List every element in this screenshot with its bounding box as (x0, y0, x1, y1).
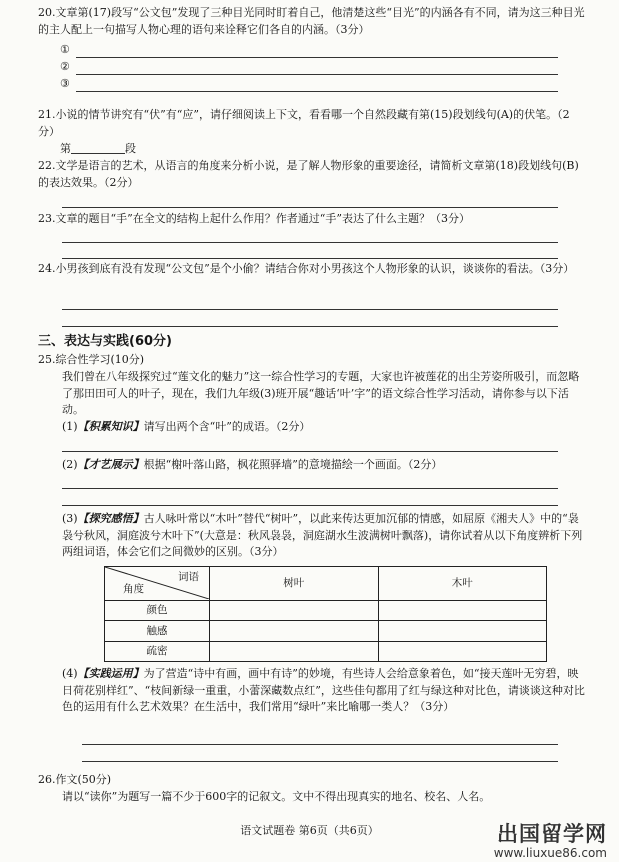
answer-blank[interactable] (71, 141, 125, 154)
answer-cell[interactable] (210, 641, 379, 661)
question-21: 21.小说的情节讲究有“伏”有“应”，请仔细阅读上下文，看看哪一个自然段藏有第(15)段划线句(A)的伏笔。（2分） (38, 108, 570, 138)
column-header: 树叶 (210, 567, 379, 601)
watermark-title: 出国留学网 (497, 822, 607, 846)
column-header: 木叶 (378, 567, 547, 601)
answer-line[interactable] (76, 74, 558, 75)
row-header: 触感 (105, 621, 210, 641)
answer-cell[interactable] (378, 641, 547, 661)
corner-label-word: 词语 (178, 571, 199, 583)
answer-mark-2: ② (60, 60, 70, 73)
question-26-text: 请以“读你”为题写一篇不少于600字的记叙文。文中不得出现真实的地名、校名、人名。 (62, 790, 491, 803)
answer-mark-3: ③ (60, 77, 70, 90)
corner-label-angle: 角度 (123, 583, 144, 596)
question-26-head: 26.作文(50分) (38, 773, 112, 786)
answer-line[interactable] (62, 451, 558, 452)
answer-line[interactable] (62, 309, 558, 310)
question-25-intro: 我们曾在八年级探究过“莲文化的魅力”这一综合性学习的专题，大家也许被莲花的出尘芳姿所吸引，而忽略了那田田可人的叶子，现在，我们九年级(3)班开展“趣话‘叶’字”的语文综合性学习活动，请你参与以下活动。 (62, 370, 580, 417)
question-20: 20.文章第(17)段写“公文包”发现了三种目光同时盯着自己，他清楚这些“目光”的内涵各有不同，请为这三种目光的主人配上一句描写人物心理的语句来诠释它们各自的内涵。（3分） (38, 6, 585, 36)
table-row (105, 641, 547, 661)
part-tag: 【才艺展示】 (77, 458, 144, 471)
answer-cell[interactable] (210, 600, 379, 620)
answer-cell[interactable] (378, 600, 547, 620)
table-row (105, 621, 547, 641)
question-21-answer (60, 141, 608, 158)
answer-line[interactable] (76, 91, 558, 92)
answer-line[interactable] (82, 744, 558, 745)
answer-line[interactable] (62, 258, 558, 259)
part-tag: 【积累知识】 (77, 420, 144, 433)
answer-prefix: 第 (60, 142, 71, 155)
answer-line[interactable] (62, 242, 558, 243)
answer-line[interactable] (76, 57, 558, 58)
question-25-head: 25.综合性学习(10分) (38, 353, 145, 366)
table-corner-cell (105, 567, 210, 601)
answer-suffix: 段 (125, 142, 136, 155)
part-tag: 【探究感悟】 (77, 512, 144, 525)
watermark-url: www.liuxue86.com (493, 846, 607, 860)
question-25-part-3: (3)【探究感悟】古人咏叶常以“木叶”替代“树叶”，以此来传达更加沉郁的情感，如屈原《湘夫人》中的“袅袅兮秋风，洞庭波兮木叶下”(大意是：秋风袅袅，洞庭湖水生波满树叶飘落)，请你试着从以下角度辨析下列两组词语，体会它们之间微妙的区别。（3分） (62, 512, 583, 559)
answer-line[interactable] (82, 761, 558, 762)
question-24: 24.小男孩到底有没有发现“公文包”是个小偷？请结合你对小男孩这个人物形象的认识，谈谈你的看法。（3分） (38, 262, 575, 275)
table-row (105, 600, 547, 620)
answer-line[interactable] (62, 488, 558, 489)
answer-line[interactable] (62, 207, 558, 208)
row-header: 颜色 (105, 600, 210, 620)
page-footer: 语文试题卷 第6页（共6页） (240, 824, 379, 837)
question-25-part-2: (2)【才艺展示】根据“榭叶落山路，枫花照驿墙”的意境描绘一个画面。（2分） (62, 458, 443, 471)
answer-cell[interactable] (378, 621, 547, 641)
part-tag: 【实践运用】 (77, 667, 144, 680)
answer-line[interactable] (62, 505, 558, 506)
comparison-table (104, 566, 547, 662)
section-heading: 三、表达与实践(60分) (38, 334, 172, 349)
row-header: 疏密 (105, 641, 210, 661)
answer-mark-1: ① (60, 43, 70, 56)
watermark-logo (494, 822, 607, 860)
question-22: 22.文学是语言的艺术，从语言的角度来分析小说，是了解人物形象的重要途径，请简析文章第(18)段划线句(B)的表达效果。（2分） (38, 159, 579, 189)
answer-line[interactable] (62, 326, 558, 327)
question-23: 23.文章的题目“手”在全文的结构上起什么作用？作者通过“手”表达了什么主题？（3分） (38, 212, 470, 225)
question-25-part-4: (4)【实践运用】为了营造“诗中有画，画中有诗”的妙境，有些诗人会给意象着色，如“接天莲叶无穷碧，映日荷花别样红”、“枝间新绿一重重，小蕾深藏数点红”，这些佳句都用了红与绿这种对比色，请谈谈这种对比色的运用有什么艺术效果？在生活中，我们常用“绿叶”来比喻哪一类人？（3分） (62, 667, 585, 714)
question-25-part-1: (1)【积累知识】请写出两个含“叶”的成语。（2分） (62, 420, 311, 433)
answer-cell[interactable] (210, 621, 379, 641)
table-header-row (105, 567, 547, 601)
